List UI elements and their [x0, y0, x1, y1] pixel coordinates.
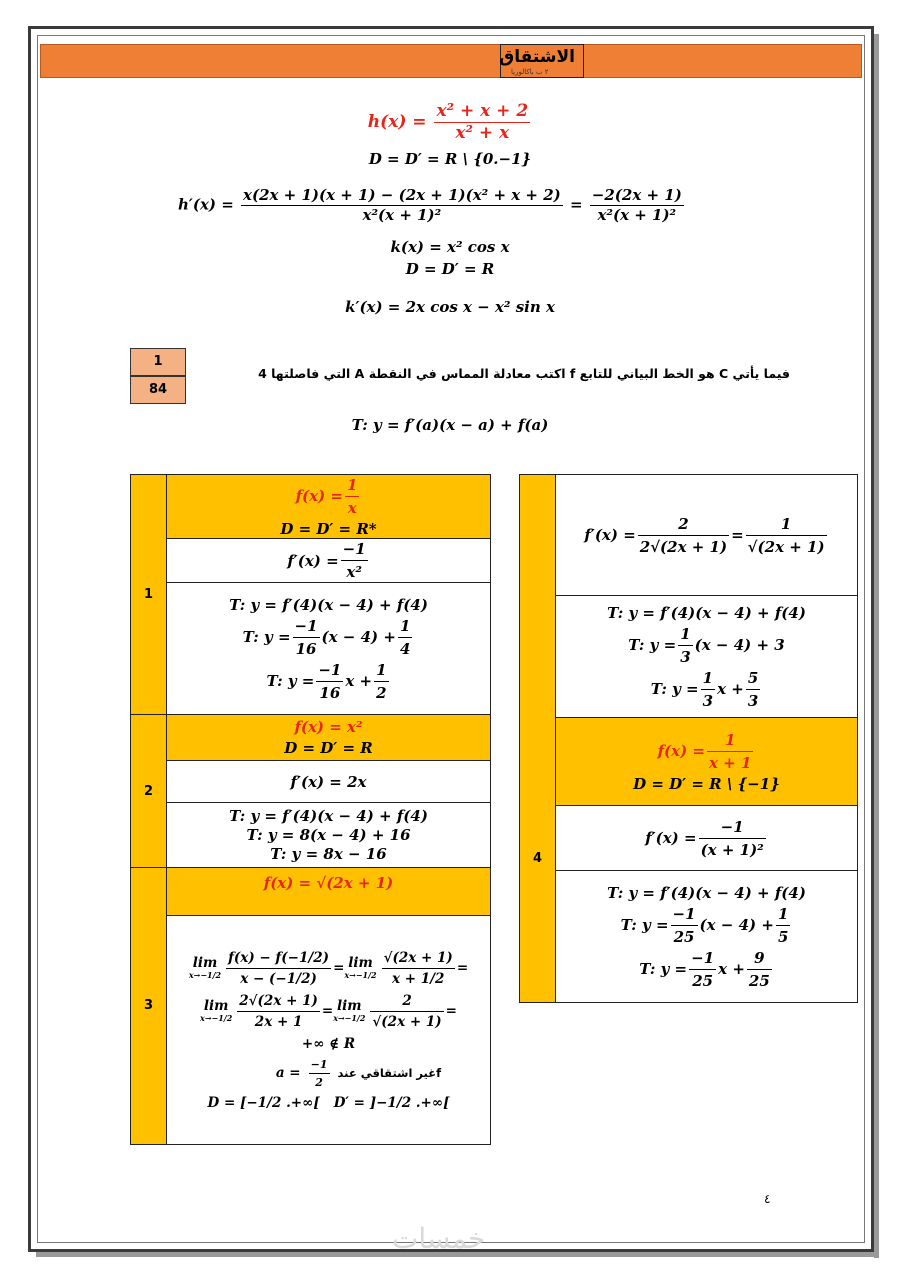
fp-denominator: x²: [346, 563, 362, 581]
row1-domain: D = D′ = R*: [280, 519, 377, 538]
f-fraction: [345, 476, 359, 517]
lim-subscript: x→−1/2: [200, 1012, 233, 1023]
lim-subscript: x→−1/2: [344, 969, 377, 980]
equals-sign: =: [456, 960, 469, 976]
row4-function-cell: [556, 718, 857, 806]
fp-fraction: [699, 818, 766, 859]
equals-sign: =: [731, 526, 744, 544]
row-number-column: [520, 475, 556, 1002]
equals-sign: =: [445, 1003, 457, 1019]
equals-sign: =: [569, 195, 583, 214]
lim-text: lim: [192, 955, 218, 972]
row1-derivative-cell: [167, 539, 490, 583]
row3-derivative-cell: [167, 916, 490, 1144]
slope-numerator: 1: [701, 669, 715, 690]
lim-text: lim: [348, 955, 373, 972]
a-numerator: −1: [309, 1058, 330, 1074]
fp-denominator-2: √(2x + 1): [747, 537, 825, 556]
limit-operator: [189, 957, 221, 979]
tangent-constant: [374, 661, 388, 702]
header-title-box: [500, 44, 584, 78]
page-number: ٤: [764, 1192, 771, 1206]
fp-lhs: f′(x) =: [584, 526, 636, 544]
equals-sign: =: [321, 1003, 334, 1019]
lim-text: lim: [203, 998, 229, 1015]
tangent-slope: [671, 905, 698, 946]
slope-numerator: −1: [293, 617, 320, 638]
tangent-formula: T: y = f′(a)(x − a) + f(a): [351, 416, 549, 434]
limit-operator: [333, 1000, 365, 1022]
f-lhs: f(x) =: [657, 742, 705, 760]
right-solution-table: [519, 474, 858, 1003]
domain-d: D = [−1/2 .+∞[: [207, 1094, 320, 1111]
row-number-2: 2: [131, 715, 167, 868]
const-numerator: 9: [747, 949, 772, 970]
slope-denominator: 3: [702, 691, 714, 710]
limit-operator: [344, 957, 376, 979]
row3-limit-line-2: [200, 993, 457, 1030]
tangent-middle: x +: [717, 680, 744, 698]
row3-tangent-line-1: T: y = f′(4)(x − 4) + f(4): [607, 603, 806, 622]
slope-numerator: −1: [316, 661, 343, 682]
l4-numerator: 2: [370, 993, 443, 1012]
const-denominator: 25: [748, 971, 770, 990]
row2-derivative: f′(x) = 2x: [290, 772, 367, 791]
row3-domains: [208, 1095, 450, 1111]
tangent-slope: [316, 661, 343, 702]
a-denominator: 2: [315, 1075, 323, 1089]
const-denominator: 4: [399, 639, 411, 658]
row3-derivative: [584, 515, 828, 556]
const-denominator: 2: [376, 683, 387, 702]
row1-tangent-cell: [167, 583, 490, 715]
slope-denominator: 25: [692, 971, 714, 990]
limit-fraction-4: [370, 993, 443, 1030]
fp-lhs: f′(x) =: [645, 829, 697, 847]
tangent-lhs: T: y =: [650, 680, 699, 698]
exercise-instruction: فيما يأتي C هو الخط البياني للتابع f اكتب معادلة المماس في النقطة A التي فاصلتها 4: [258, 366, 790, 381]
row4-domain: D = D′ = R \ {−1}: [633, 774, 780, 793]
f-lhs: f(x) =: [295, 487, 343, 505]
domain-d-prime: D′ = ]−1/2 .+∞[: [333, 1094, 450, 1111]
row1-tangent-line-3: [266, 661, 390, 702]
frame-shadow: [874, 34, 879, 1258]
h-numerator: x² + x + 2: [436, 101, 529, 121]
exercise-index-top: 1: [130, 348, 186, 376]
k-domain: D = D′ = R: [405, 260, 495, 278]
h-prime-fraction-1: [241, 188, 563, 223]
h-prime-fraction-2: [590, 188, 684, 223]
row1-derivative: [287, 540, 369, 581]
const-numerator: 5: [746, 669, 760, 690]
page-subtitle: ٢ ب باكالوريا: [511, 68, 549, 76]
row3-derivative-result-cell: [556, 475, 857, 596]
row1-tangent-line-1: T: y = f′(4)(x − 4) + f(4): [229, 595, 428, 614]
k-prime-definition: k′(x) = 2x cos x − x² sin x: [345, 298, 555, 316]
row2-domain: D = D′ = R: [284, 739, 373, 757]
l2-denominator: x + 1/2: [391, 970, 445, 987]
const-denominator: 5: [777, 927, 789, 946]
row2-function-cell: [167, 715, 490, 761]
left-solution-table: [130, 474, 491, 1145]
page-title: الاشتقاق: [499, 47, 575, 67]
tangent-lhs: T: y =: [266, 672, 315, 690]
slope-numerator: 1: [678, 625, 692, 646]
tangent-middle: x +: [345, 672, 373, 690]
non-differentiable-note: fغير اشتقاقي عند: [337, 1066, 442, 1080]
limit-fraction-3: [237, 993, 320, 1030]
fp-fraction: [341, 540, 368, 581]
difference-quotient: [226, 950, 331, 987]
row4-derivative-cell: [556, 806, 857, 871]
l3-numerator: 2√(2x + 1): [237, 993, 320, 1012]
dq-denominator: x − (−1/2): [240, 970, 317, 987]
row1-function: [296, 476, 362, 517]
row2-derivative-cell: [167, 761, 490, 803]
tangent-constant: [746, 669, 760, 710]
tangent-lhs: T: y =: [620, 916, 669, 934]
fp-fraction-1: [638, 515, 729, 556]
fp-lhs: f′(x) =: [287, 551, 339, 570]
const-numerator: 1: [374, 661, 388, 682]
tangent-lhs: T: y =: [242, 628, 291, 646]
slope-numerator: −1: [671, 905, 698, 926]
lim-text: lim: [337, 998, 362, 1015]
row4-tangent-line-3: [639, 949, 774, 990]
a-lhs: a =: [275, 1065, 301, 1081]
tangent-rest: (x − 4) + 3: [694, 636, 785, 654]
l2-numerator: √(2x + 1): [382, 950, 455, 969]
h-prime-lhs: h′(x) =: [178, 195, 234, 214]
row1-function-cell: [167, 475, 490, 539]
tangent-lhs: T: y =: [639, 960, 688, 978]
row4-function: [658, 731, 756, 772]
slope-numerator: −1: [689, 949, 716, 970]
f-numerator: 1: [345, 476, 359, 497]
h-domain: D = D′ = R \ {0.−1}: [368, 150, 532, 168]
row2-function: f(x) = x²: [294, 718, 363, 736]
row3-tangent-line-2: [628, 625, 784, 666]
row-number-3: 3: [131, 868, 167, 1144]
limit-operator: [200, 1000, 232, 1022]
row2-tangent-line-3: T: y = 8x − 16: [270, 845, 387, 863]
row3-tangent-cell: [556, 596, 857, 718]
fp-denominator: (x + 1)²: [700, 840, 764, 859]
tangent-slope: [678, 625, 692, 666]
tangent-slope: [689, 949, 716, 990]
h-prime-definition: [178, 188, 686, 223]
row4-tangent-line-1: T: y = f′(4)(x − 4) + f(4): [607, 883, 806, 902]
row3-non-differentiable: [276, 1058, 441, 1089]
tangent-constant: [398, 617, 412, 658]
row1-tangent-line-2: [243, 617, 415, 658]
h-denominator: x² + x: [455, 123, 510, 143]
row4-tangent-line-2: [621, 905, 793, 946]
const-numerator: 1: [776, 905, 790, 926]
k-definition: k(x) = x² cos x: [390, 238, 510, 256]
header-bar: [40, 44, 862, 78]
f-fraction: [707, 731, 753, 772]
slope-denominator: 16: [295, 639, 317, 658]
h-prime-denominator-1: x²(x + 1)²: [362, 206, 442, 224]
fp-numerator-1: 2: [638, 515, 729, 536]
limit-fraction-2: [382, 950, 455, 987]
slope-denominator: 25: [673, 927, 695, 946]
row3-function: f(x) = √(2x + 1): [263, 874, 394, 892]
slope-denominator: 3: [680, 647, 691, 666]
h-definition: [0, 103, 900, 142]
row2-tangent-line-2: T: y = 8(x − 4) + 16: [246, 826, 411, 844]
tangent-constant: [776, 905, 790, 946]
fp-fraction-2: [746, 515, 827, 556]
slope-denominator: 16: [319, 683, 341, 702]
exercise-index-bottom: 84: [130, 376, 186, 404]
f-denominator: x: [347, 498, 357, 517]
f-numerator: 1: [707, 731, 753, 752]
row-number-4: 4: [532, 851, 543, 866]
a-value: [309, 1058, 330, 1089]
h-prime-numerator-1: x(2x + 1)(x + 1) − (2x + 1)(x² + x + 2): [243, 186, 561, 204]
l3-denominator: 2x + 1: [254, 1013, 303, 1030]
row3-function-cell: [167, 868, 490, 916]
tangent-lhs: T: y =: [628, 636, 677, 654]
row4-derivative: [645, 818, 768, 859]
fp-numerator: −1: [699, 818, 766, 839]
equals-sign: =: [333, 960, 345, 976]
row3-infinity: +∞ ∉ R: [301, 1035, 356, 1052]
lim-subscript: x→−1/2: [188, 969, 222, 980]
row2-tangent-cell: [167, 803, 490, 868]
fp-numerator: −1: [341, 540, 368, 561]
tangent-middle: (x − 4) +: [321, 628, 396, 646]
watermark: خمسات: [392, 1222, 486, 1255]
row3-limit-line-1: [189, 950, 468, 987]
f-denominator: x + 1: [708, 753, 752, 772]
dq-numerator: f(x) − f(−1/2): [226, 950, 331, 969]
tangent-constant: [747, 949, 772, 990]
tangent-middle: x +: [718, 960, 745, 978]
const-denominator: 3: [747, 691, 759, 710]
h-lhs: h(x) =: [367, 112, 427, 132]
h-prime-numerator-2: −2(2x + 1): [591, 186, 682, 204]
fp-denominator-1: 2√(2x + 1): [639, 537, 728, 556]
row2-tangent-line-1: T: y = f′(4)(x − 4) + f(4): [229, 807, 428, 825]
const-numerator: 1: [398, 617, 412, 638]
h-prime-denominator-2: x²(x + 1)²: [597, 206, 677, 224]
row3-tangent-line-3: [651, 669, 763, 710]
row-number-1: 1: [131, 475, 167, 715]
tangent-slope: [293, 617, 320, 658]
row4-tangent-cell: [556, 871, 857, 1002]
lim-subscript: x→−1/2: [333, 1012, 366, 1023]
tangent-slope: [701, 669, 715, 710]
tangent-middle: (x − 4) +: [699, 916, 774, 934]
fp-numerator-2: 1: [746, 515, 827, 536]
h-fraction: [434, 103, 530, 142]
l4-denominator: √(2x + 1): [372, 1013, 442, 1030]
